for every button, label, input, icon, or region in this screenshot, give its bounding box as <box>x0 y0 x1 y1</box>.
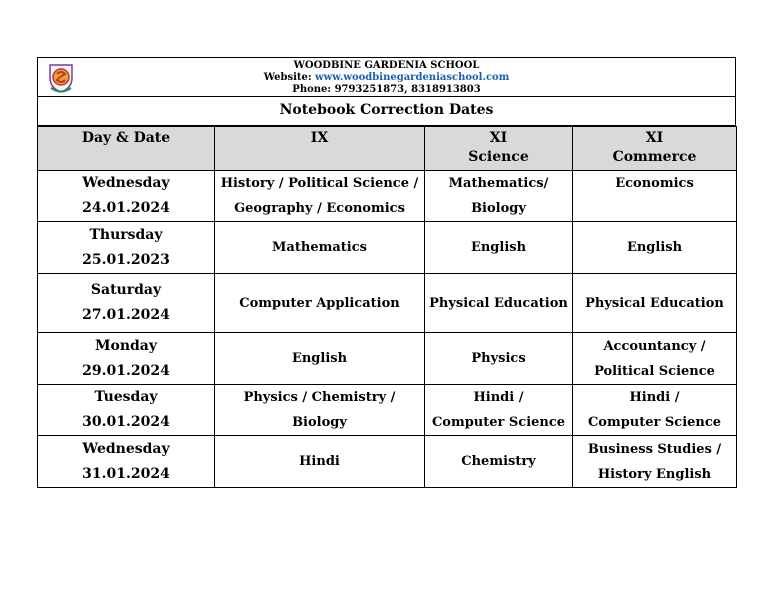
table-row <box>38 333 737 385</box>
subject-label: Hindi <box>299 454 340 469</box>
header-ix <box>215 127 425 171</box>
subject-label: Computer Science <box>587 415 722 430</box>
subject-label: History / Political Science / <box>220 176 419 191</box>
document-sheet <box>37 57 736 488</box>
header-sublabel: Science <box>468 149 529 165</box>
subject-label: Biology <box>471 201 526 216</box>
date-label: 25.01.2023 <box>82 251 170 268</box>
day-date-cell <box>38 274 215 333</box>
subject-label: English <box>291 351 348 366</box>
day-label: Wednesday <box>82 440 170 457</box>
day-date-cell <box>38 222 215 274</box>
subject-label: Mathematics/ <box>448 176 549 191</box>
day-date-cell <box>38 385 215 436</box>
subject-label: Chemistry <box>461 454 536 469</box>
xi-commerce-subject-cell <box>573 333 737 385</box>
xi-science-subject-cell <box>425 385 573 436</box>
school-name: WOODBINE GARDENIA SCHOOL <box>293 60 480 71</box>
xi-commerce-subject-cell <box>573 171 737 222</box>
day-label: Thursday <box>89 226 163 243</box>
header-sublabel: Commerce <box>612 149 697 165</box>
date-label: 27.01.2024 <box>82 307 170 323</box>
ix-subject-cell <box>215 436 425 488</box>
table-header-row <box>38 127 737 171</box>
subject-label: Hindi / <box>473 390 524 405</box>
date-label: 31.01.2024 <box>82 465 170 482</box>
ix-subject-cell <box>215 385 425 436</box>
xi-commerce-subject-cell <box>573 222 737 274</box>
subject-label: English <box>470 240 527 255</box>
subject-label: Physical Education <box>429 295 568 311</box>
subject-label: Computer Science <box>431 415 566 430</box>
date-label: 30.01.2024 <box>82 414 170 430</box>
school-header <box>37 57 736 97</box>
subject-label: Mathematics <box>272 240 367 255</box>
xi-science-subject-cell <box>425 274 573 333</box>
day-date-cell <box>38 171 215 222</box>
subject-label: Physical Education <box>585 295 724 311</box>
header-label: XI <box>645 130 664 146</box>
subject-label: English <box>626 240 683 255</box>
xi-commerce-subject-cell <box>573 436 737 488</box>
xi-science-subject-cell <box>425 171 573 222</box>
day-label: Wednesday <box>82 175 170 191</box>
table-row <box>38 171 737 222</box>
xi-science-subject-cell <box>425 222 573 274</box>
date-label: 24.01.2024 <box>82 200 170 216</box>
xi-commerce-subject-cell <box>573 274 737 333</box>
ix-subject-cell <box>215 274 425 333</box>
day-date-cell <box>38 436 215 488</box>
day-label: Saturday <box>90 282 162 298</box>
website-label: Website: <box>263 72 312 83</box>
subject-label: History English <box>597 466 712 482</box>
day-date-cell <box>38 333 215 385</box>
subject-label: Hindi / <box>629 390 680 405</box>
header-xi-science <box>425 127 573 171</box>
subject-label: Physics / Chemistry / Biology <box>243 390 396 430</box>
day-label: Tuesday <box>94 389 158 405</box>
subject-label: Computer Application <box>239 295 400 311</box>
correction-table <box>37 126 737 488</box>
xi-science-subject-cell <box>425 436 573 488</box>
header-label: XI <box>489 130 508 146</box>
phone-line: Phone: 9793251873, 8318913803 <box>292 84 481 95</box>
ix-subject-cell <box>215 222 425 274</box>
subject-label: Geography / Economics <box>234 201 405 216</box>
header-label: IX <box>310 130 329 146</box>
header-day-date <box>38 127 215 171</box>
school-crest-icon <box>46 62 76 94</box>
header-xi-commerce <box>573 127 737 171</box>
ix-subject-cell <box>215 171 425 222</box>
subject-label: Business Studies / <box>587 441 722 457</box>
subject-label: Economics <box>615 176 694 191</box>
table-row <box>38 222 737 274</box>
table-row <box>38 436 737 488</box>
xi-commerce-subject-cell <box>573 385 737 436</box>
subject-label: Accountancy / <box>603 338 706 354</box>
ix-subject-cell <box>215 333 425 385</box>
table-row <box>38 385 737 436</box>
date-label: 29.01.2024 <box>82 362 170 379</box>
xi-science-subject-cell <box>425 333 573 385</box>
table-body <box>38 171 737 488</box>
website-line <box>38 72 735 84</box>
website-link[interactable]: www.woodbinegardeniaschool.com <box>315 72 510 83</box>
day-label: Monday <box>94 337 157 354</box>
header-label: Day & Date <box>81 130 171 146</box>
page-title: Notebook Correction Dates <box>37 97 736 126</box>
subject-label: Physics <box>471 351 526 366</box>
subject-label: Political Science <box>594 363 715 379</box>
table-row <box>38 274 737 333</box>
